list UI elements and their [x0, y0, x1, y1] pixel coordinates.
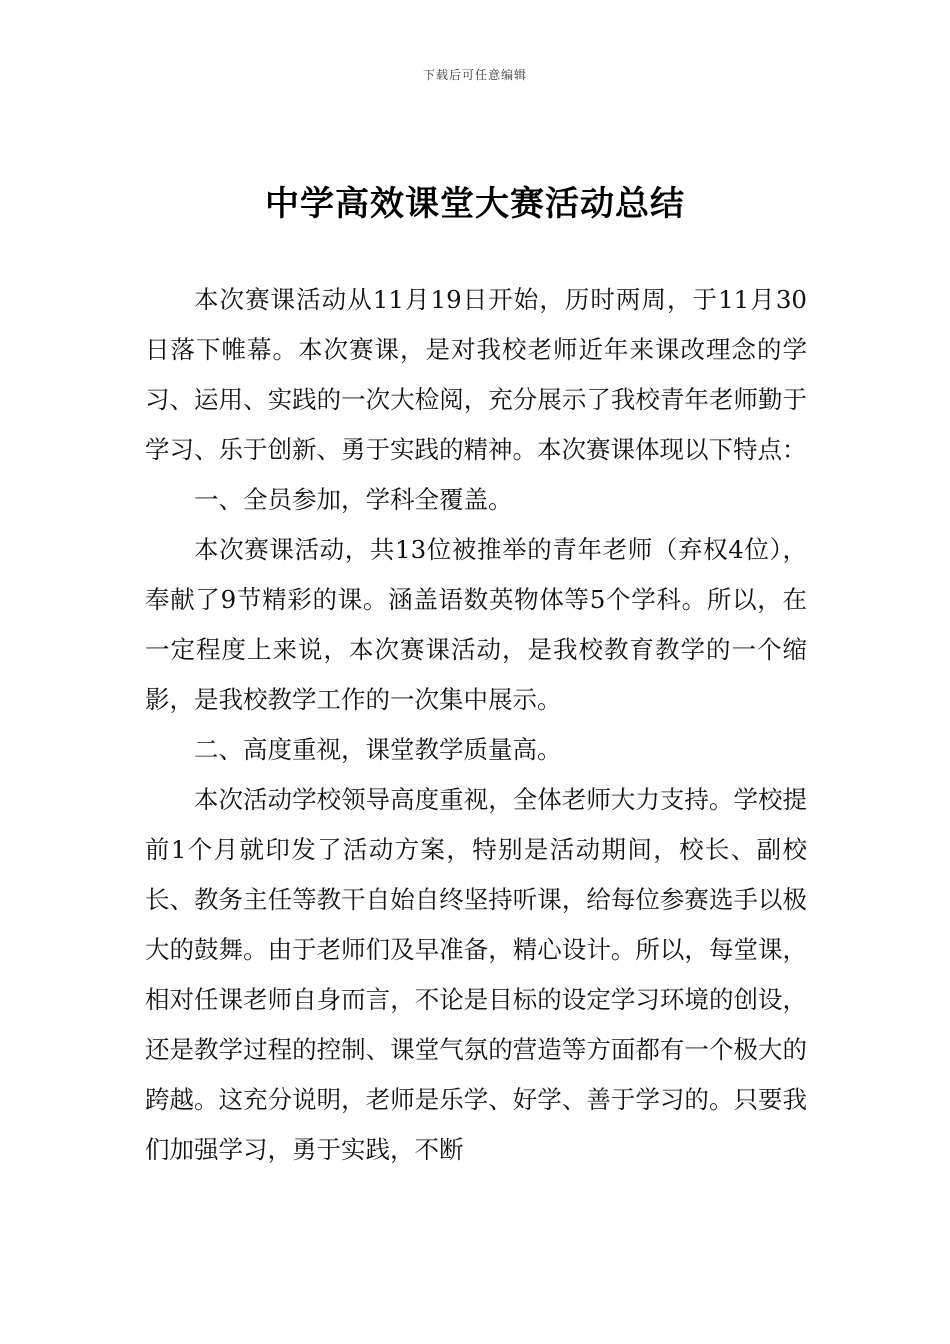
- section-heading-2: 二、高度重视，课堂教学质量高。: [194, 735, 562, 764]
- header-note: 下载后可任意编辑: [422, 68, 527, 82]
- document-title: 中学高效课堂大赛活动总结: [265, 184, 685, 224]
- paragraph-section-1: 本次赛课活动，共13位被推举的青年老师（弃权4位），奉献了9节精彩的课。涵盖语数英物体等5个学科。所以，在一定程度上来说，本次赛课活动，是我校教育教学的一个缩影，是我校教学工作的一次集中展示。: [145, 535, 807, 714]
- paragraph-section-2: 本次活动学校领导高度重视，全体老师大力支持。学校提前1个月就印发了活动方案，特别是活动期间，校长、副校长、教务主任等教干自始自终坚持听课，给每位参赛选手以极大的鼓舞。由于老师们及早准备，精心设计。所以，每堂课，相对任课老师自身而言，不论是目标的设定学习环境的创设，还是教学过程的控制、课堂气氛的营造等方面都有一个极大的跨越。这充分说明，老师是乐学、好学、善于学习的。只要我们加强学习，勇于实践，不断: [145, 785, 807, 1164]
- section-heading-1: 一、全员参加，学科全覆盖。: [194, 485, 513, 514]
- document-body: [145, 275, 807, 1175]
- paragraph-intro: 本次赛课活动从11月19日开始，历时两周，于11月30日落下帷幕。本次赛课，是对我校老师近年来课改理念的学习、运用、实践的一次大检阅，充分展示了我校青年老师勤于学习、乐于创新、勇于实践的精神。本次赛课体现以下特点：: [145, 285, 807, 464]
